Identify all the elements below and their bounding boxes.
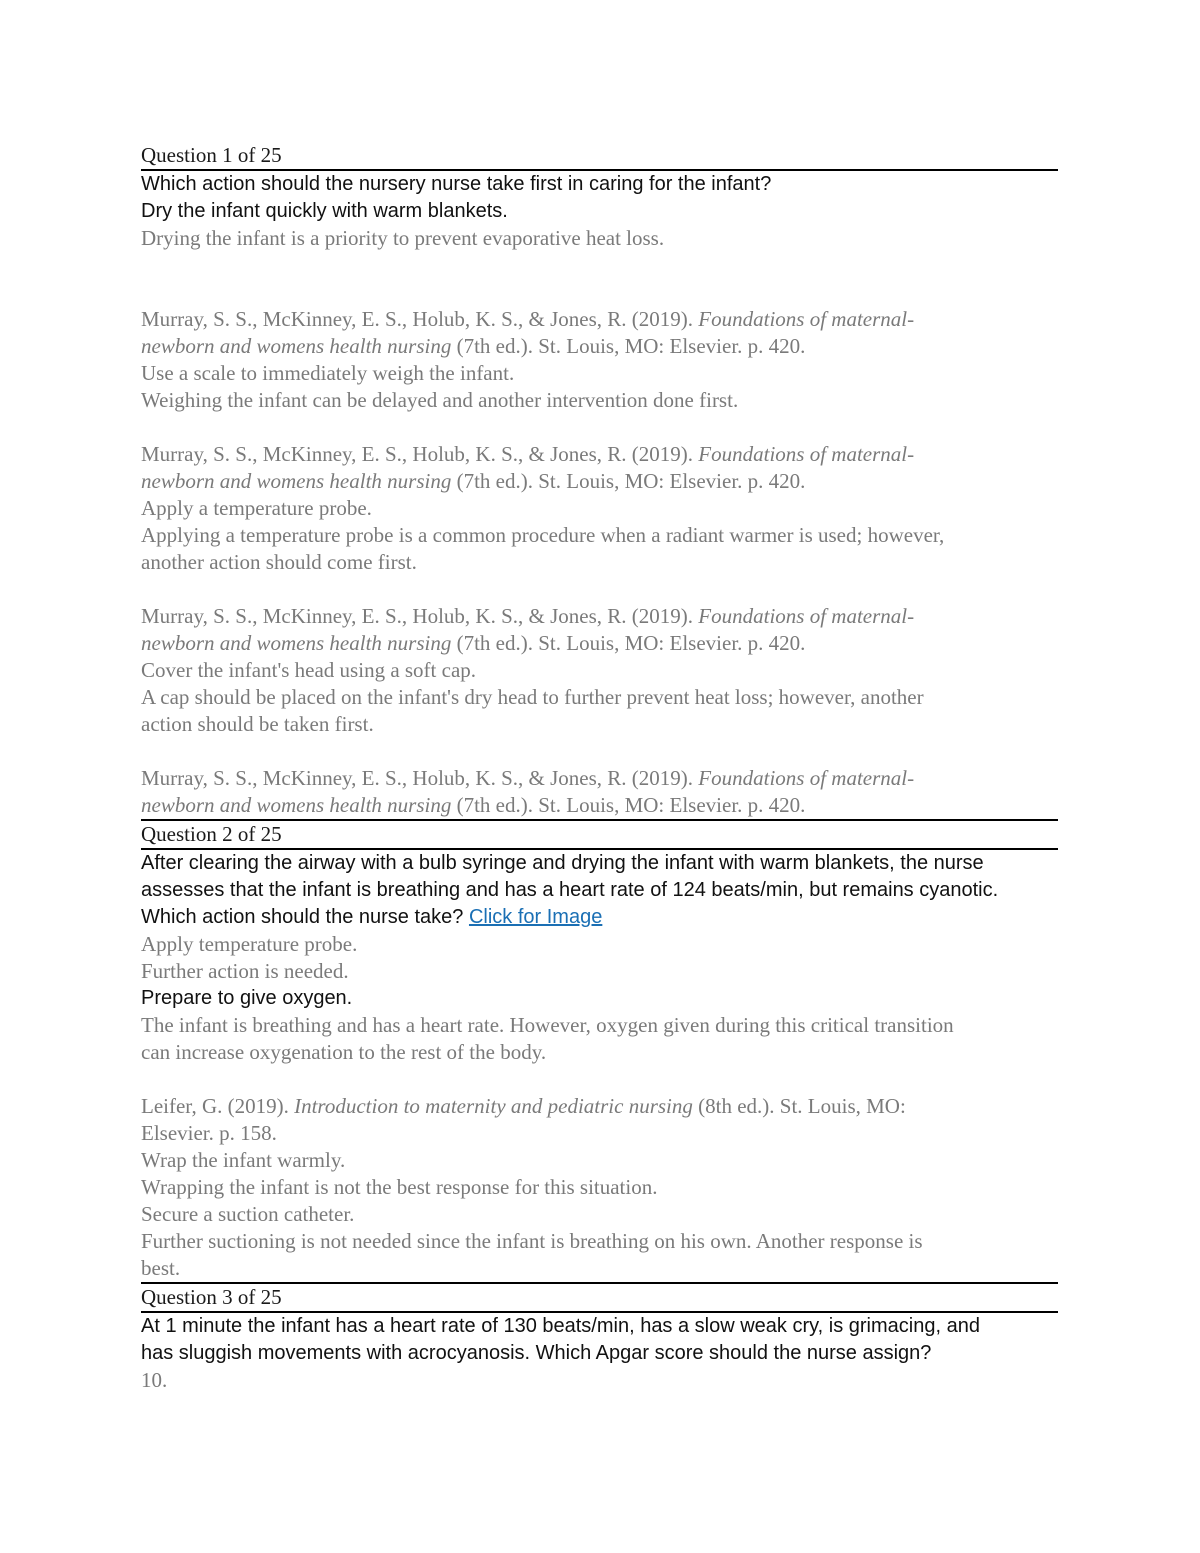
reference-line: Murray, S. S., McKinney, E. S., Holub, K. S., & Jones, R. (2019). Foundations of maternal- [141,307,915,331]
question-1-correct-answer: Dry the infant quickly with warm blankets. [141,200,508,222]
question-1-option-4: Cover the infant's head using a soft cap. [141,658,477,682]
question-2-correct-answer: Prepare to give oxygen. [141,987,353,1009]
reference-line: newborn and womens health nursing (7th ed.). St. Louis, MO: Elsevier. p. 420. [141,631,806,655]
question-2-option-4-rationale: best. [141,1255,1058,1284]
question-1-option-3-rationale: another action should come first. [141,550,417,574]
question-1-option-3-rationale: Applying a temperature probe is a common procedure when a radiant warmer is used; however, [141,523,945,547]
question-3-text: At 1 minute the infant has a heart rate of 130 beats/min, has a slow weak cry, is grimacing, and [141,1315,980,1337]
question-2-text: Which action should the nurse take? Click for Image [141,906,603,928]
question-2-correct-rationale: The infant is breathing and has a heart rate. However, oxygen given during this critical transition [141,1013,954,1037]
question-3-option-1: 10. [141,1368,168,1392]
reference-line: Murray, S. S., McKinney, E. S., Holub, K. S., & Jones, R. (2019). Foundations of maternal- [141,442,915,466]
reference-line: Murray, S. S., McKinney, E. S., Holub, K. S., & Jones, R. (2019). Foundations of maternal- [141,766,915,790]
question-1-option-4-rationale: action should be taken first. [141,712,374,736]
question-1-option-2-rationale: Weighing the infant can be delayed and another intervention done first. [141,388,739,412]
question-2-option-1: Apply temperature probe. [141,932,358,956]
question-1-text: Which action should the nursery nurse take first in caring for the infant? [141,173,772,195]
question-2-option-3: Wrap the infant warmly. [141,1148,346,1172]
question-2-text: assesses that the infant is breathing and has a heart rate of 124 beats/min, but remains cyanotic. [141,879,999,901]
question-1-correct-rationale: Drying the infant is a priority to prevent evaporative heat loss. [141,226,665,250]
question-3-header: Question 3 of 25 [141,1284,1058,1313]
question-1-option-2: Use a scale to immediately weigh the infant. [141,361,515,385]
question-2-text: After clearing the airway with a bulb syringe and drying the infant with warm blankets, the nurse [141,852,984,874]
reference-line: Leifer, G. (2019). Introduction to maternity and pediatric nursing (8th ed.). St. Louis, MO: [141,1094,906,1118]
question-2-option-1-rationale: Further action is needed. [141,959,349,983]
question-1-option-4-rationale: A cap should be placed on the infant's dry head to further prevent heat loss; however, another [141,685,924,709]
question-3-text: has sluggish movements with acrocyanosis. Which Apgar score should the nurse assign? [141,1342,932,1364]
question-2-correct-rationale: can increase oxygenation to the rest of the body. [141,1040,547,1064]
question-2-header: Question 2 of 25 [141,821,1058,850]
reference-line: newborn and womens health nursing (7th ed.). St. Louis, MO: Elsevier. p. 420. [141,469,806,493]
reference-line: Elsevier. p. 158. [141,1121,277,1145]
reference-line: Murray, S. S., McKinney, E. S., Holub, K. S., & Jones, R. (2019). Foundations of maternal- [141,604,915,628]
question-1-option-3: Apply a temperature probe. [141,496,372,520]
quiz-content [141,142,1058,1394]
question-2-option-4: Secure a suction catheter. [141,1202,355,1226]
question-1-header: Question 1 of 25 [141,142,1058,171]
reference-line: newborn and womens health nursing (7th ed.). St. Louis, MO: Elsevier. p. 420. [141,792,1058,821]
click-for-image-link[interactable]: Click for Image [468,906,603,928]
question-2-option-3-rationale: Wrapping the infant is not the best response for this situation. [141,1175,658,1199]
question-2-option-4-rationale: Further suctioning is not needed since the infant is breathing on his own. Another response is [141,1229,923,1253]
reference-line: newborn and womens health nursing (7th ed.). St. Louis, MO: Elsevier. p. 420. [141,334,806,358]
